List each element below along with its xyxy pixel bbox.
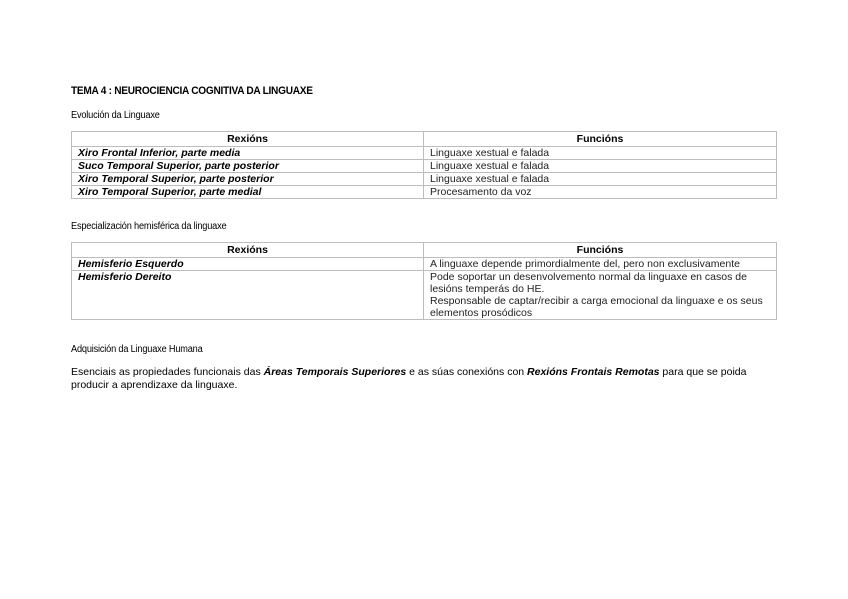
evolution-table <box>71 131 777 199</box>
function-cell <box>424 258 777 271</box>
function-line: A linguaxe depende primordialmente del, pero non exclusivamente <box>430 258 740 270</box>
table-row <box>72 160 777 173</box>
function-cell: Linguaxe xestual e falada <box>424 173 777 186</box>
paragraph-text: e as súas conexións con <box>406 366 528 378</box>
region-cell: Hemisferio Esquerdo <box>72 258 424 271</box>
function-cell: Procesamento da voz <box>424 186 777 199</box>
column-header-functions: Funcións <box>424 132 777 147</box>
function-cell: Linguaxe xestual e falada <box>424 147 777 160</box>
column-header-regions: Rexións <box>72 132 424 147</box>
section-heading-evolution: Evolución da Linguaxe <box>71 110 160 121</box>
region-cell: Xiro Temporal Superior, parte posterior <box>72 173 424 186</box>
function-cell: Linguaxe xestual e falada <box>424 160 777 173</box>
paragraph-text: Esenciais as propiedades funcionais das <box>71 366 264 378</box>
function-cell <box>424 271 777 320</box>
table-row <box>72 173 777 186</box>
table-row <box>72 258 777 271</box>
function-line: Pode soportar un desenvolvemento normal da linguaxe en casos de lesións temperás do HE. <box>430 271 747 295</box>
table-row <box>72 271 777 320</box>
table-row <box>72 186 777 199</box>
acquisition-paragraph <box>71 366 781 392</box>
column-header-regions: Rexións <box>72 243 424 258</box>
page-title: TEMA 4 : NEUROCIENCIA COGNITIVA DA LINGUAXE <box>71 85 313 97</box>
table-header-row <box>72 243 777 258</box>
section-heading-hemispheric: Especialización hemisférica da linguaxe <box>71 221 227 232</box>
region-cell: Xiro Frontal Inferior, parte media <box>72 147 424 160</box>
hemispheric-table <box>71 242 777 320</box>
region-cell: Xiro Temporal Superior, parte medial <box>72 186 424 199</box>
emphasis-term: Áreas Temporais Superiores <box>263 366 407 378</box>
table-row <box>72 147 777 160</box>
section-heading-acquisition: Adquisición da Linguaxe Humana <box>71 344 203 355</box>
region-cell: Suco Temporal Superior, parte posterior <box>72 160 424 173</box>
table-header-row <box>72 132 777 147</box>
paragraph-text: para que se poida producir a aprendizaxe da linguaxe. <box>71 366 747 391</box>
emphasis-term: Rexións Frontais Remotas <box>527 366 660 378</box>
function-line: Responsable de captar/recibir a carga emocional da linguaxe e os seus elementos prosódicos <box>430 295 763 319</box>
column-header-functions: Funcións <box>424 243 777 258</box>
region-cell: Hemisferio Dereito <box>72 271 424 320</box>
